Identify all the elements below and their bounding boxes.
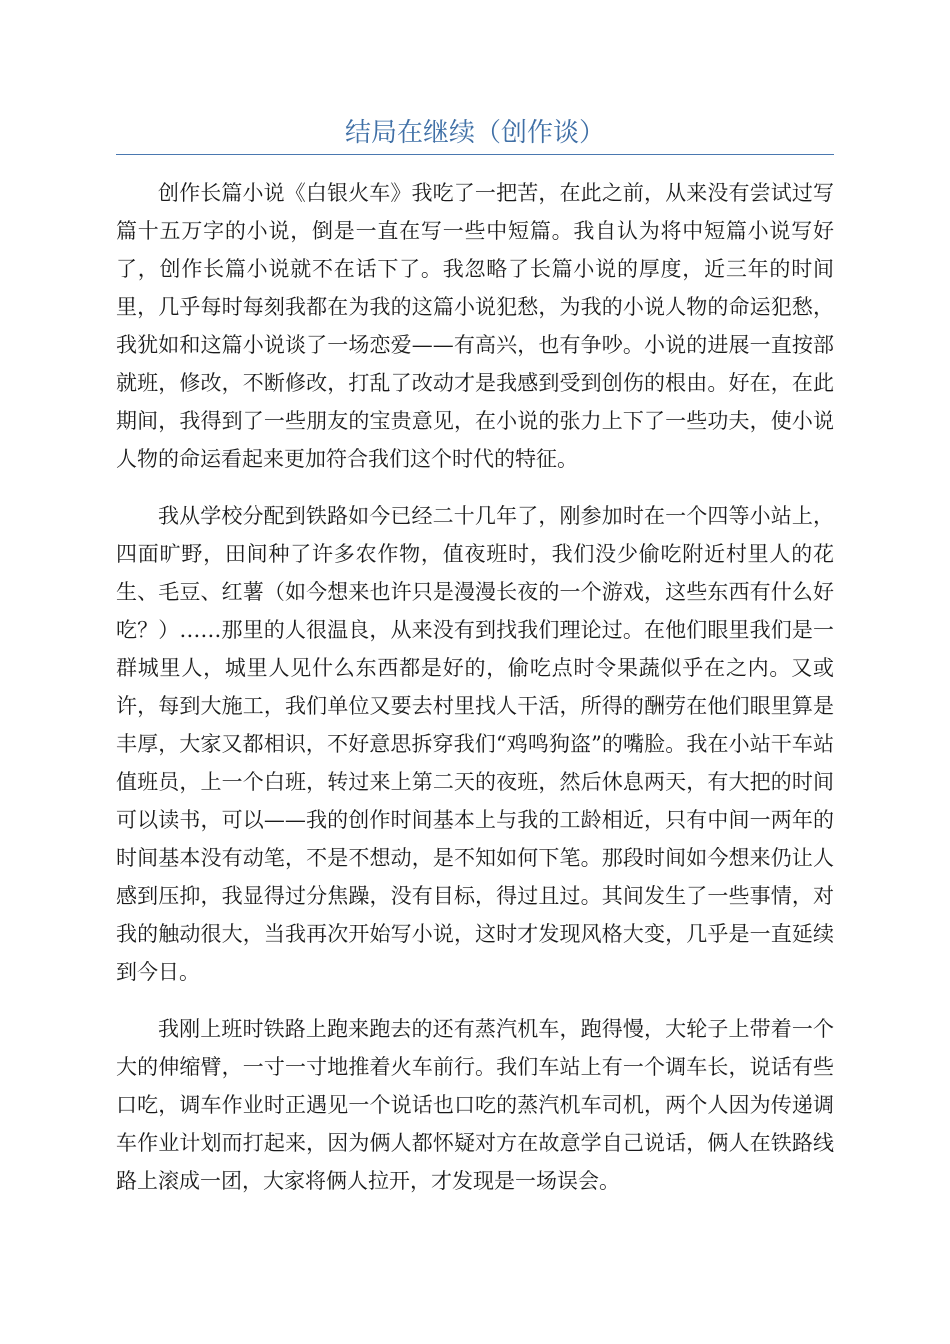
paragraph-3: 我刚上班时铁路上跑来跑去的还有蒸汽机车，跑得慢，大轮子上带着一个大的伸缩臂，一寸一寸地推着火车前行。我们车站上有一个调车长，说话有些口吃，调车作业时正遇见一个说话也口吃的蒸汽机车司机，两个人因为传递调车作业计划而打起来，因为俩人都怀疑对方在故意学自己说话，俩人在铁路线路上滚成一团，大家将俩人拉开，才发现是一场误会。: [116, 1017, 834, 1193]
document-title: 结局在继续（创作谈）: [344, 118, 605, 148]
document-body: [116, 174, 834, 1219]
paragraph-2: 我从学校分配到铁路如今已经二十几年了，刚参加时在一个四等小站上，四面旷野，田间种了许多农作物，值夜班时，我们没少偷吃附近村里人的花生、毛豆、红薯（如今想来也许只是漫漫长夜的一个游戏，这些东西有什么好吃？）……那里的人很温良，从来没有到找我们理论过。在他们眼里我们是一群城里人，城里人见什么东西都是好的，偷吃点时令果蔬似乎在之内。又或许，每到大施工，我们单位又要去村里找人干活，所得的酬劳在他们眼里算是丰厚，大家又都相识，不好意思拆穿我们“鸡鸣狗盗”的嘴脸。我在小站干车站值班员，上一个白班，转过来上第二天的夜班，然后休息两天，有大把的时间可以读书，可以——我的创作时间基本上与我的工龄相近，只有中间一两年的时间基本没有动笔，不是不想动，是不知如何下笔。那段时间如今想来仍让人感到压抑，我显得过分焦躁，没有目标，得过且过。其间发生了一些事情，对我的触动很大，当我再次开始写小说，这时才发现风格大变，几乎是一直延续到今日。: [116, 504, 834, 984]
title-underline: [116, 154, 834, 155]
paragraph-1: 创作长篇小说《白银火车》我吃了一把苦，在此之前，从来没有尝试过写篇十五万字的小说，倒是一直在写一些中短篇。我自认为将中短篇小说写好了，创作长篇小说就不在话下了。我忽略了长篇小说的厚度，近三年的时间里，几乎每时每刻我都在为我的这篇小说犯愁，为我的小说人物的命运犯愁，我犹如和这篇小说谈了一场恋爱——有高兴，也有争吵。小说的进展一直按部就班，修改，不断修改，打乱了改动才是我感到受到创伤的根由。好在，在此期间，我得到了一些朋友的宝贵意见，在小说的张力上下了一些功夫，使小说人物的命运看起来更加符合我们这个时代的特征。: [116, 181, 834, 471]
